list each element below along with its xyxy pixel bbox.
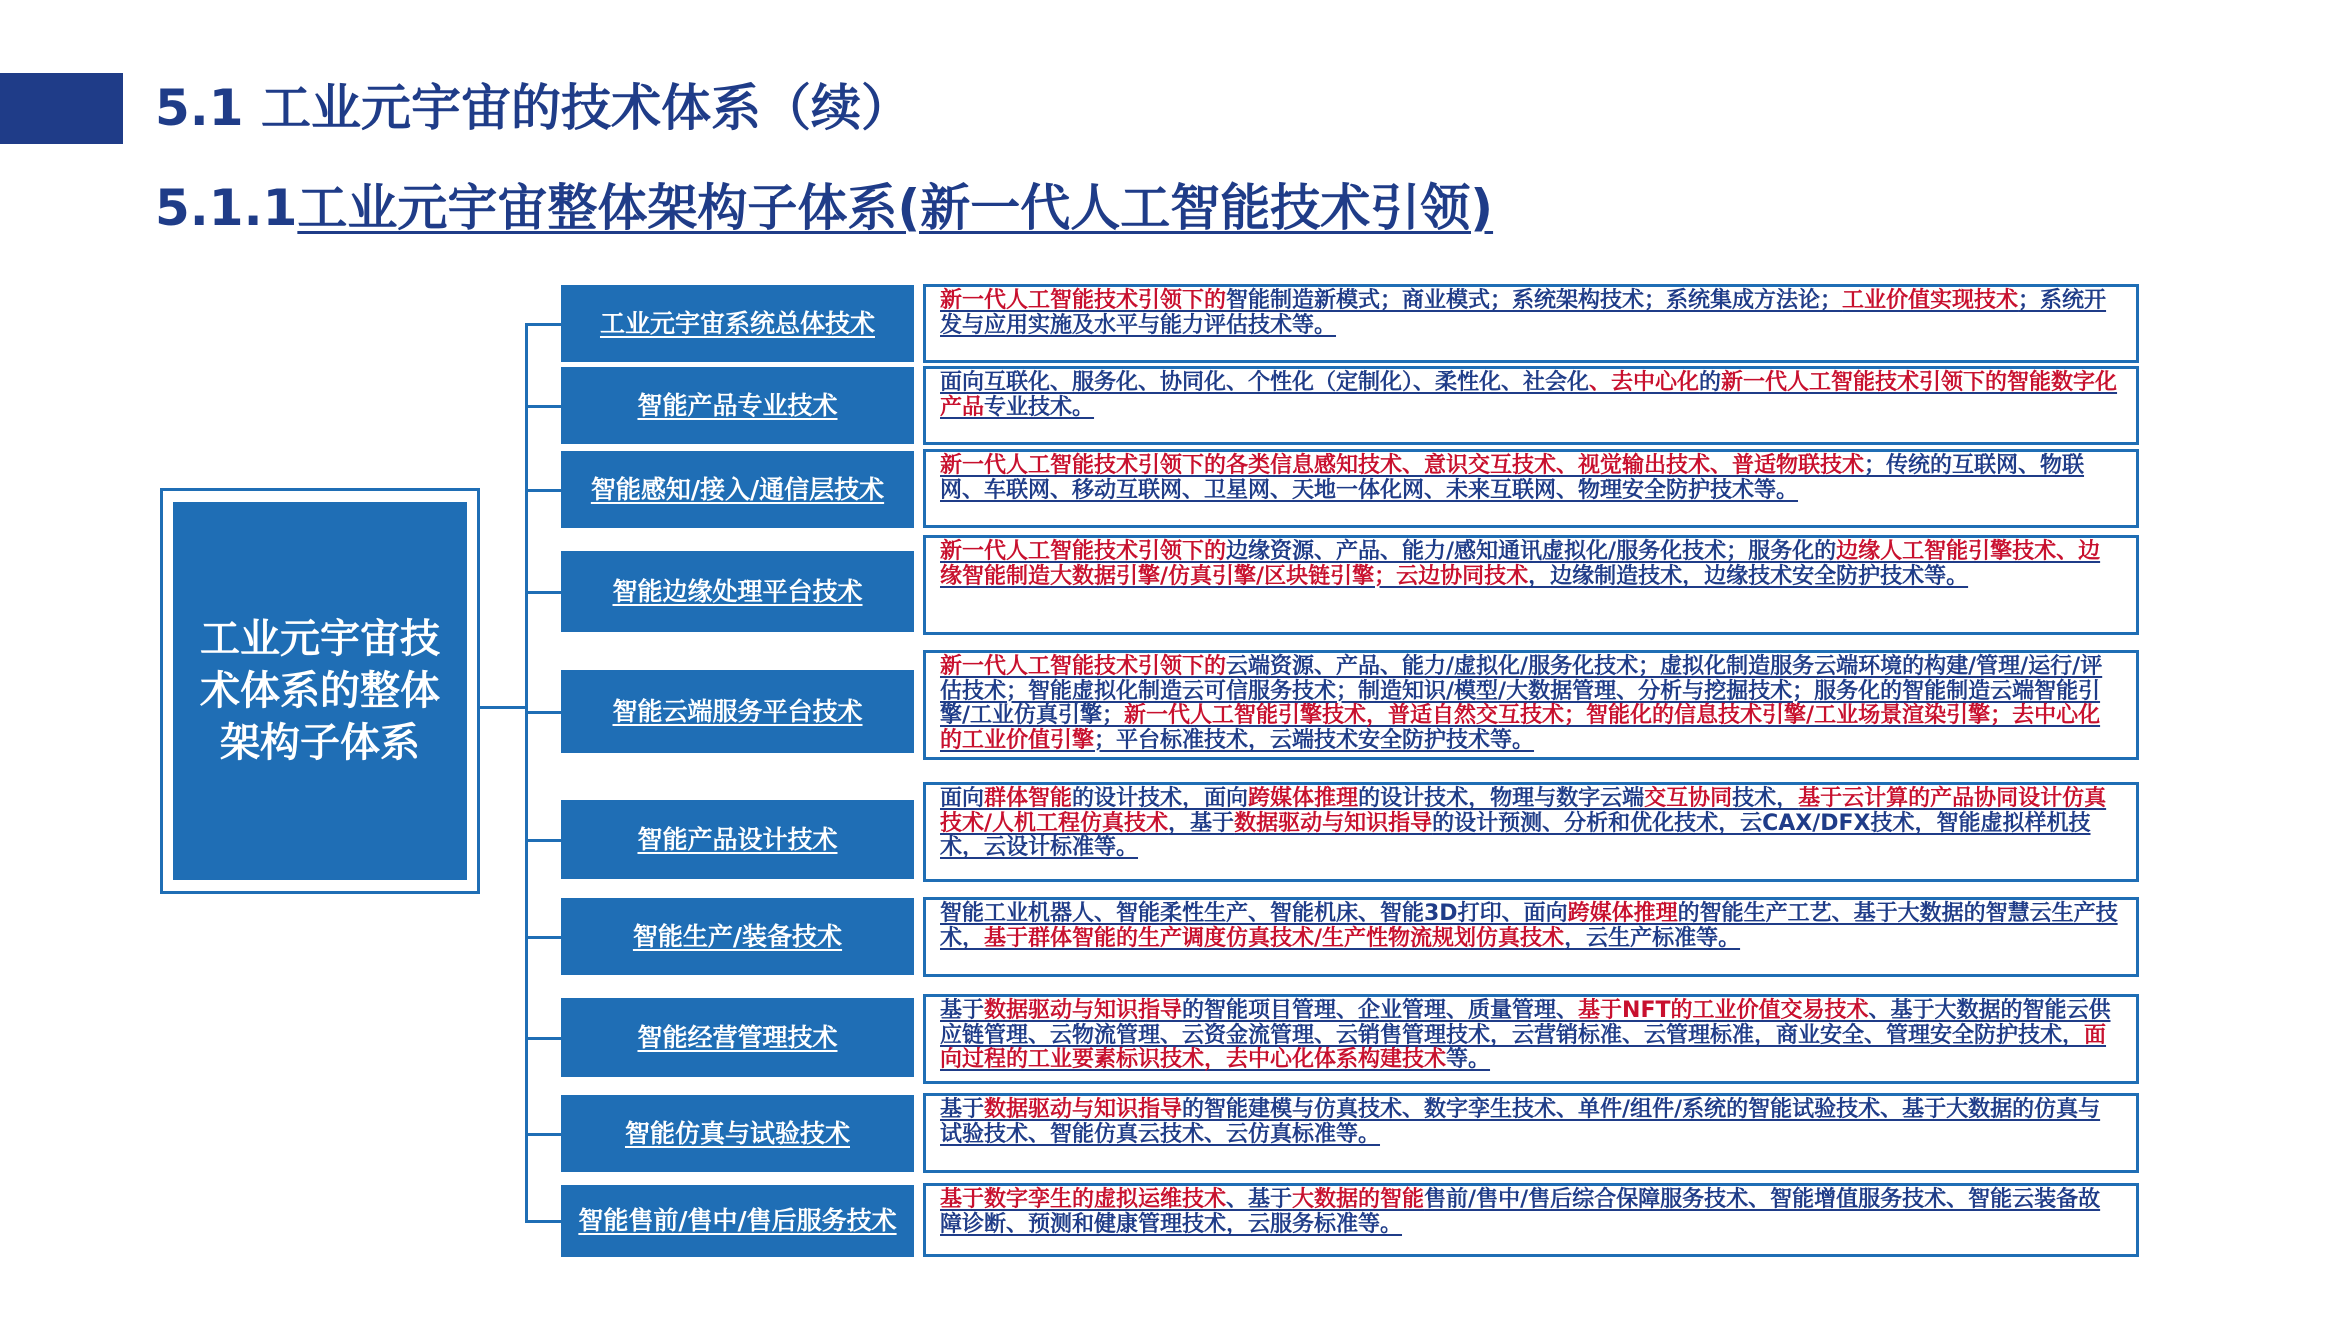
highlighted-text: 工业价值实现技术 xyxy=(1842,288,2019,313)
highlighted-text: 基于数字孪生的虚拟运维技术 xyxy=(940,1187,1227,1212)
root-connector xyxy=(480,706,528,709)
category-box: 智能生产/装备技术 xyxy=(561,898,914,975)
tree-spine xyxy=(525,324,528,1221)
description-box xyxy=(923,366,2139,445)
highlighted-text: 新一代人工智能技术引领下的 xyxy=(940,654,1227,679)
description-text: 的设计技术，面向 xyxy=(1072,786,1249,811)
highlighted-text: 新一代人工智能技术引领下的智能数字化产品 xyxy=(940,370,2118,420)
subtitle-text: 工业元宇宙整体架构子体系(新一代人工智能技术引领) xyxy=(297,179,1494,237)
description-text: 售前/售中/售后综合保障服务技术、智能增值服务技术、智能云装备故障诊断、预测和健康管理技术，云服务标准等。 xyxy=(940,1187,2101,1237)
branch-connector xyxy=(525,323,561,326)
description-text: 、基于大数据的智能云供应链管理、云物流管理、云资金流管理、云销售管理技术，云营销标准、云管理标准，商业安全、管理安全防护技术， xyxy=(940,998,2111,1048)
highlighted-text: 数据驱动与知识指导 xyxy=(984,998,1183,1023)
description-box xyxy=(923,535,2139,635)
highlighted-text: 群体智能 xyxy=(984,786,1073,811)
highlighted-text: 数据驱动与知识指导 xyxy=(984,1097,1183,1122)
title-accent-bar xyxy=(0,73,123,144)
root-node-label: 工业元宇宙技术体系的整体架构子体系 xyxy=(173,502,467,880)
subtitle-number: 5.1.1 xyxy=(155,179,298,237)
highlighted-text: 交互协同 xyxy=(1644,786,1733,811)
description-box xyxy=(923,782,2139,882)
description-text: 智能制造新模式；商业模式；系统架构技术；系统集成方法论； xyxy=(1226,288,1843,313)
description-box xyxy=(923,897,2139,977)
branch-connector xyxy=(525,489,561,492)
highlighted-text: 、去中心化 xyxy=(1589,370,1700,395)
highlighted-text: 面向过程的工业要素标识技术，去中心化体系构建技术 xyxy=(940,1022,2107,1072)
highlighted-text: 基于云计算的产品协同设计仿真技术/人机工程仿真技术 xyxy=(940,786,2107,836)
description-text: ，边缘制造技术，边缘技术安全防护技术等。 xyxy=(1528,563,1969,589)
category-box: 智能售前/售中/售后服务技术 xyxy=(561,1185,914,1257)
description-text: 面向 xyxy=(940,786,985,811)
category-box: 智能云端服务平台技术 xyxy=(561,670,914,753)
branch-connector xyxy=(525,1133,561,1136)
description-text: 基于 xyxy=(940,998,985,1023)
branch-connector xyxy=(525,936,561,939)
branch-connector xyxy=(525,839,561,842)
description-text: ，基于 xyxy=(1168,810,1235,836)
highlighted-text: 基于NFT的工业价值交易技术 xyxy=(1578,998,1869,1023)
description-text: ；平台标准技术，云端技术安全防护技术等。 xyxy=(1094,727,1535,753)
highlighted-text: 跨媒体推理 xyxy=(1567,901,1678,926)
branch-connector xyxy=(525,1220,561,1223)
description-text: ；传统的互联网、物联网、车联网、移动互联网、卫星网、天地一体化网、未来互联网、物理安全防护技术等。 xyxy=(940,453,2085,503)
description-box xyxy=(923,1183,2139,1257)
branch-connector xyxy=(525,1037,561,1040)
description-text: ；系统开发与应用实施及水平与能力评估技术等。 xyxy=(940,288,2107,338)
description-box xyxy=(923,449,2139,528)
branch-connector xyxy=(525,405,561,408)
highlighted-text: 大数据的智能 xyxy=(1292,1187,1425,1212)
description-text: 的智能建模与仿真技术、数字孪生技术、单件/组件/系统的智能试验技术、基于大数据的仿真与试验技术、智能仿真云技术、云仿真标准等。 xyxy=(940,1097,2101,1147)
description-text: 的智能项目管理、企业管理、质量管理、 xyxy=(1182,998,1579,1023)
branch-connector xyxy=(525,711,561,714)
category-box: 智能经营管理技术 xyxy=(561,998,914,1077)
highlighted-text: 新一代人工智能技术引领下的 xyxy=(940,288,1227,313)
highlighted-text: 边缘人工智能引擎技术、边缘智能制造大数据引擎/仿真引擎/区块链引擎；云边协同技术 xyxy=(940,539,2101,589)
highlighted-text: 跨媒体推理 xyxy=(1248,786,1359,811)
category-box: 智能感知/接入/通信层技术 xyxy=(561,451,914,528)
description-text: 专业技术。 xyxy=(984,394,1095,420)
description-text: 的智能生产工艺、基于大数据的智慧云生产技术， xyxy=(940,901,2118,951)
highlighted-text: 新一代人工智能技术引领下的各类信息感知技术、意识交互技术、视觉输出技术、普适物联技术 xyxy=(940,453,1865,478)
description-text: 的 xyxy=(1699,370,1722,395)
description-box xyxy=(923,284,2139,363)
description-box xyxy=(923,1093,2139,1173)
description-text: 、基于 xyxy=(1226,1187,1293,1212)
highlighted-text: 新一代人工智能技术引领下的 xyxy=(940,539,1227,564)
description-text: 云端资源、产品、能力/虚拟化/服务化技术；虚拟化制造服务云端环境的构建/管理/运行/评估技术；智能虚拟化制造云可信服务技术；制造知识/模型/大数据管理、分析与挖掘技术；服务化的智能制造云端智能引擎/工业仿真引擎； xyxy=(940,654,2103,728)
highlighted-text: 新一代人工智能引擎技术，普适自然交互技术；智能化的信息技术引擎/工业场景渲染引擎；去中心化的工业价值引擎 xyxy=(940,703,2101,753)
root-node xyxy=(160,488,480,894)
category-box: 智能产品专业技术 xyxy=(561,367,914,444)
description-box xyxy=(923,994,2139,1084)
description-text: 的设计技术，物理与数字云端 xyxy=(1358,786,1645,811)
description-text: 智能工业机器人、智能柔性生产、智能机床、智能3D打印、面向 xyxy=(940,901,1568,926)
category-box: 智能仿真与试验技术 xyxy=(561,1095,914,1172)
highlighted-text: 数据驱动与知识指导 xyxy=(1234,810,1433,836)
description-text: 技术， xyxy=(1732,786,1799,811)
description-text: 的设计预测、分析和优化技术，云CAX/DFX技术，智能虚拟样机技术，云设计标准等。 xyxy=(940,810,2091,860)
description-text: 面向互联化、服务化、协同化、个性化（定制化）、柔性化、社会化 xyxy=(940,370,1590,395)
page-subtitle xyxy=(155,172,1493,244)
branch-connector xyxy=(525,591,561,594)
category-box: 智能产品设计技术 xyxy=(561,800,914,879)
description-text: 边缘资源、产品、能力/感知通讯虚拟化/服务化技术；服务化的 xyxy=(1226,539,1837,564)
description-text: 等。 xyxy=(1446,1047,1491,1072)
description-box xyxy=(923,650,2139,760)
category-box: 智能边缘处理平台技术 xyxy=(561,551,914,632)
highlighted-text: 基于群体智能的生产调度仿真技术/生产性物流规划仿真技术 xyxy=(984,925,1565,951)
category-box: 工业元宇宙系统总体技术 xyxy=(561,285,914,362)
page-title: 5.1 工业元宇宙的技术体系（续） xyxy=(155,79,911,137)
description-text: ，云生产标准等。 xyxy=(1564,925,1741,951)
description-text: 基于 xyxy=(940,1097,985,1122)
